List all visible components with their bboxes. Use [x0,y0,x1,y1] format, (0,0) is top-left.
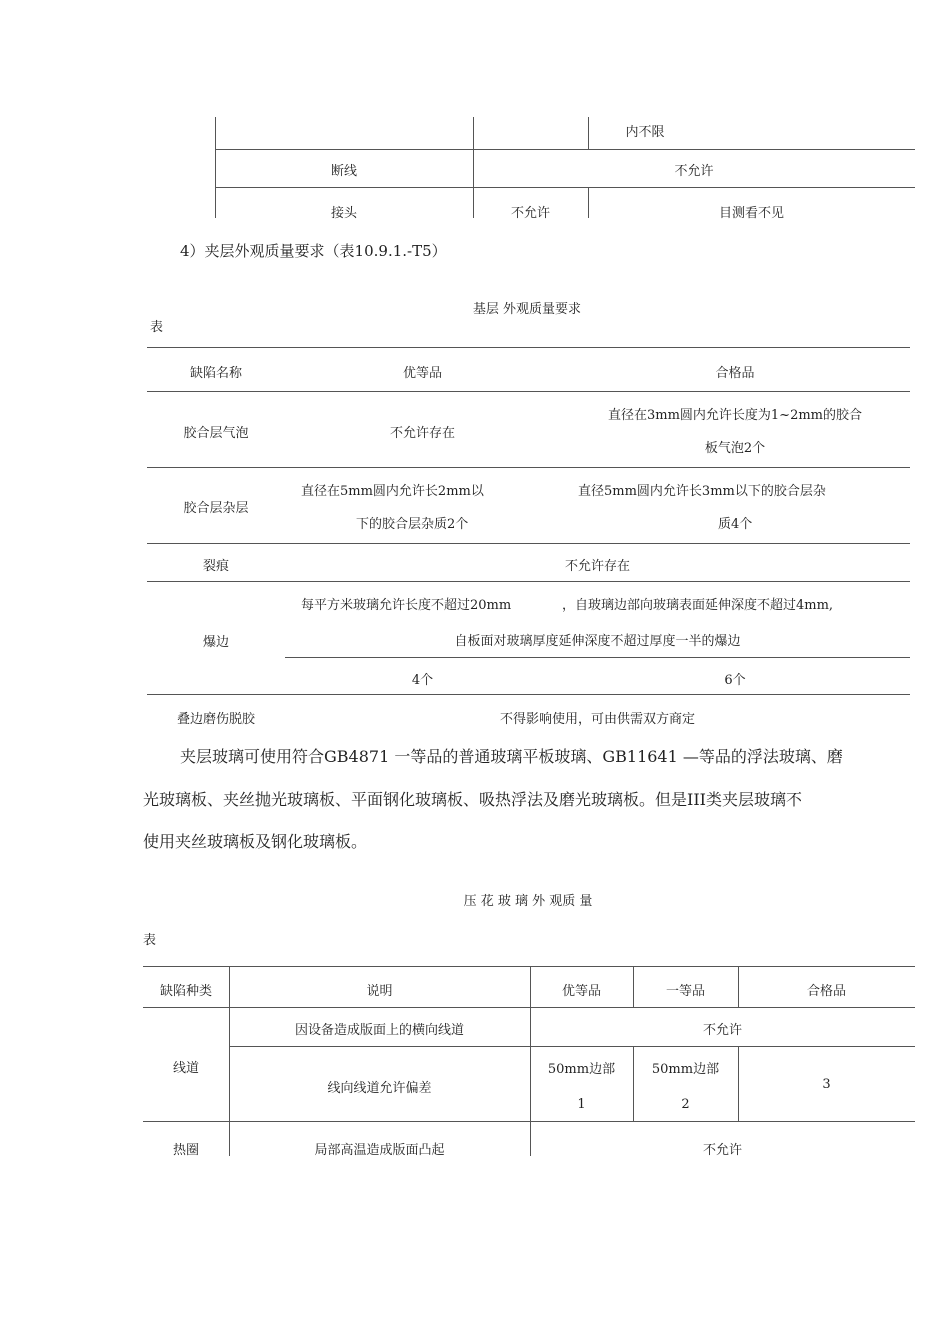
cell-text: 50mm边部 [547,1062,616,1077]
table-border [147,347,910,348]
cell-text: 4个 [411,673,434,688]
cell-text: 直径在5mm圆内允许长2mm以 [301,484,484,499]
table-caption: 压 花 玻 璃 外 观质 量 [463,894,593,909]
cell-text: 不允许 [702,1143,742,1158]
cell-text: 1 [577,1097,586,1112]
cell-text: 自板面对玻璃厚度延伸深度不超过厚度一半的爆边 [454,634,741,649]
cell-text: 目测看不见 [718,206,784,221]
table-border [143,1007,915,1008]
cell-text: 下的胶合层杂质2个 [356,517,469,532]
table-border [143,966,915,967]
table-header: 一等品 [665,984,705,999]
cell-text: 6个 [724,673,746,688]
cell-text: 因设备造成版面上的横向线道 [294,1023,464,1038]
table-header: 优等品 [561,984,601,999]
cell-text: ，自玻璃边部向玻璃表面延伸深度不超过4mm, [562,598,834,613]
row-label: 胶合层气泡 [183,426,249,441]
paragraph-line: 光玻璃板、夹丝抛光玻璃板、平面钢化玻璃板、吸热浮法及磨光玻璃板。但是III类夹层玻璃不 [143,790,802,809]
table-border [143,1121,915,1122]
cell-text: 内不限 [625,125,665,140]
row-label: 叠边磨伤脱胶 [176,712,255,727]
paragraph-line: 使用夹丝玻璃板及钢化玻璃板。 [143,832,368,851]
table-header: 缺陷种类 [159,984,212,999]
table-header: 优等品 [402,366,442,381]
table-header: 说明 [366,984,393,999]
table-caption-tail: 表 [143,933,157,948]
table-border [147,467,910,468]
table-border [285,657,910,658]
cell-text: 每平方米玻璃允许长度不超过20mm [301,598,512,613]
cell-text: 不允许 [702,1023,742,1038]
cell-text: 质4个 [718,517,753,532]
table-border [147,581,910,582]
cell-text: 不允许存在 [564,559,630,574]
table-caption: 基层 外观质量要求 [472,302,582,317]
table-border [147,543,910,544]
cell-text: 直径在3mm圆内允许长度为1~2mm的胶合 [607,408,862,423]
table-caption-tail: 表 [150,320,164,335]
cell-text: 接头 [330,206,357,221]
table-header: 缺陷名称 [189,366,242,381]
section-heading: 4）夹层外观质量要求（表10.9.1.-T5） [180,242,447,260]
table-border [147,391,910,392]
cell-text: 不允许存在 [389,426,455,441]
cell-text: 2 [681,1097,690,1112]
row-label: 胶合层杂层 [183,501,249,516]
cell-text: 不允许 [674,164,714,179]
row-label: 爆边 [202,635,229,650]
row-label: 热圈 [172,1143,199,1158]
cell-text: 直径5mm圆内允许长3mm以下的胶合层杂 [578,484,826,499]
table-border [215,149,915,150]
table-border [229,1046,915,1047]
table-header: 合格品 [806,984,846,999]
cell-text: 3 [822,1077,831,1092]
cell-text: 断线 [330,164,357,179]
cell-text: 板气泡2个 [704,441,766,456]
cell-text: 不允许 [510,206,550,221]
cell-text: 50mm边部 [651,1062,720,1077]
cell-text: 局部高温造成版面凸起 [314,1143,445,1158]
table-border [215,187,915,188]
cell-text: 线向线道允许偏差 [327,1081,432,1096]
table-header: 合格品 [715,366,755,381]
row-label: 裂痕 [202,559,229,574]
paragraph-line: 夹层玻璃可使用符合GB4871 一等品的普通玻璃平板玻璃、GB11641 —等品的浮法玻璃、磨 [180,747,843,766]
cell-text: 不得影响使用，可由供需双方商定 [499,712,695,727]
row-label: 线道 [172,1061,199,1076]
table-border [147,694,910,695]
